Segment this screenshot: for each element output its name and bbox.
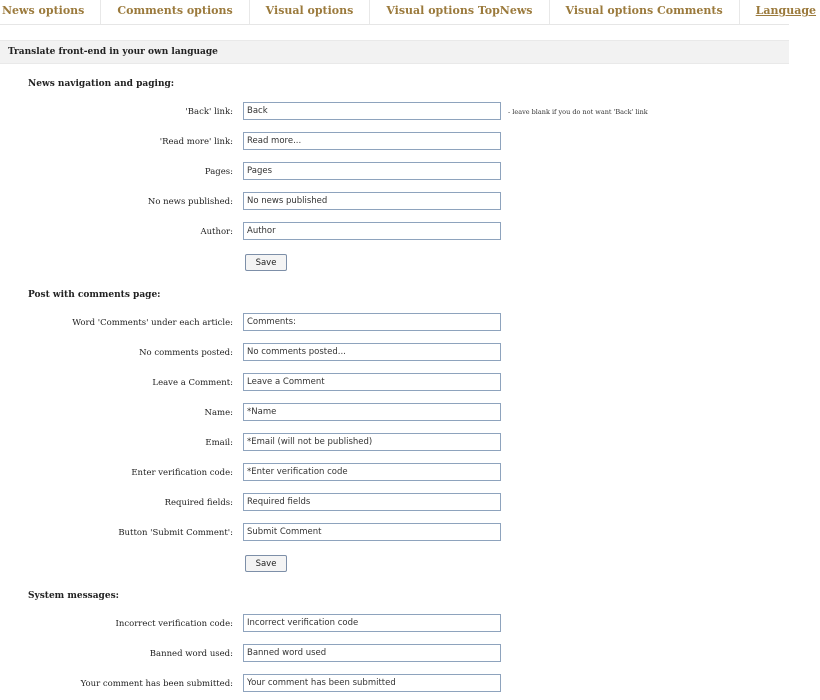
section-title-post-with-comments: Post with comments page: xyxy=(28,290,161,300)
word-comments-input[interactable] xyxy=(243,313,501,331)
pages-input[interactable] xyxy=(243,162,501,180)
field-label: Banned word used: xyxy=(149,649,233,659)
form-row-name xyxy=(0,403,789,423)
field-label: Author: xyxy=(200,227,233,237)
form-row-back-link xyxy=(0,102,789,122)
form-row-read-more-link xyxy=(0,132,789,152)
field-label: No comments posted: xyxy=(139,348,233,358)
form-row-no-news-published xyxy=(0,192,789,212)
tab-visual-options-topnews[interactable]: Visual options TopNews xyxy=(370,0,549,24)
field-label: Word 'Comments' under each article: xyxy=(72,318,233,328)
required-fields-input[interactable] xyxy=(243,493,501,511)
form-row-submit-comment xyxy=(0,523,789,543)
tab-news-options[interactable]: News options xyxy=(0,0,101,24)
save-news-navigation-button[interactable]: Save xyxy=(245,254,287,271)
field-hint: - leave blank if you do not want 'Back' link xyxy=(508,108,648,116)
form-row-verification-code xyxy=(0,463,789,483)
form-row-comment-submitted xyxy=(0,674,789,694)
form-row-word-comments xyxy=(0,313,789,333)
form-row-banned-word-used xyxy=(0,644,789,664)
section-title-news-navigation: News navigation and paging: xyxy=(28,79,175,89)
field-label: Enter verification code: xyxy=(131,468,233,478)
field-label: Email: xyxy=(205,438,233,448)
read-more-link-input[interactable] xyxy=(243,132,501,150)
tab-language[interactable]: Language xyxy=(755,4,817,17)
field-label: Pages: xyxy=(204,167,233,177)
email-input[interactable] xyxy=(243,433,501,451)
tab-visual-options[interactable]: Visual options xyxy=(250,0,371,24)
form-row-email xyxy=(0,433,789,453)
incorrect-verification-code-input[interactable] xyxy=(243,614,501,632)
submit-comment-input[interactable] xyxy=(243,523,501,541)
banned-word-used-input[interactable] xyxy=(243,644,501,662)
tab-visual-options-comments[interactable]: Visual options Comments xyxy=(550,0,740,24)
author-input[interactable] xyxy=(243,222,501,240)
no-news-published-input[interactable] xyxy=(243,192,501,210)
form-row-leave-a-comment xyxy=(0,373,789,393)
form-row-author xyxy=(0,222,789,242)
section-title-system-messages: System messages: xyxy=(28,591,119,601)
name-input[interactable] xyxy=(243,403,501,421)
page-title: Translate front-end in your own language xyxy=(0,40,789,64)
leave-a-comment-input[interactable] xyxy=(243,373,501,391)
field-label: Leave a Comment: xyxy=(152,378,233,388)
form-row-required-fields xyxy=(0,493,789,513)
form-row-incorrect-verification-code xyxy=(0,614,789,634)
back-link-input[interactable] xyxy=(243,102,501,120)
field-label: Incorrect verification code: xyxy=(115,619,233,629)
options-tab-bar xyxy=(0,0,817,25)
field-label: Required fields: xyxy=(164,498,233,508)
comment-submitted-input[interactable] xyxy=(243,674,501,692)
tab-comments-options[interactable]: Comments options xyxy=(101,0,249,24)
no-comments-posted-input[interactable] xyxy=(243,343,501,361)
field-label: Your comment has been submitted: xyxy=(80,679,233,689)
form-row-pages xyxy=(0,162,789,182)
verification-code-input[interactable] xyxy=(243,463,501,481)
save-comments-page-button[interactable]: Save xyxy=(245,555,287,572)
form-row-no-comments-posted xyxy=(0,343,789,363)
field-label: Button 'Submit Comment': xyxy=(118,528,233,538)
field-label: No news published: xyxy=(147,197,233,207)
field-label: Name: xyxy=(204,408,233,418)
field-label: 'Back' link: xyxy=(185,107,233,117)
field-label: 'Read more' link: xyxy=(159,137,233,147)
